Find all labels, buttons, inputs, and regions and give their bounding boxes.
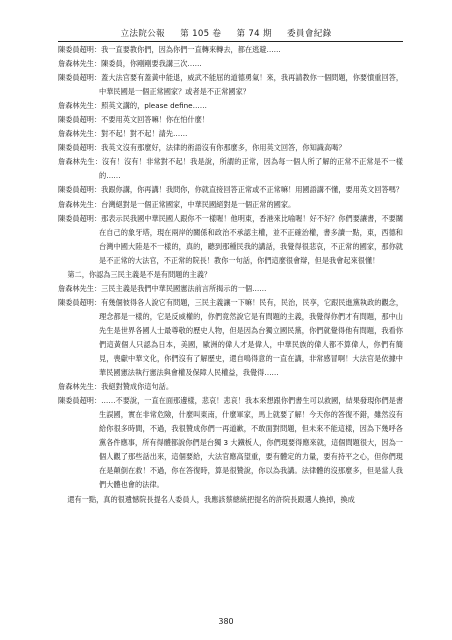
transcript-paragraph: 第二，你認為三民主義是不是有問題的主義？	[67, 269, 212, 279]
transcript-paragraph: 詹森林先生：三民主義是我們中華民國憲法前言所揭示的一個……	[58, 283, 267, 293]
transcript-body	[58, 43, 403, 507]
transcript-paragraph: 陳委員超明：……不要說，一直在面那邊樣，悲哀！悲哀！我本來想跟你們書生可以救國，結果發現你們是書生誤國，實在非常危險，什麼叫東南，什麼軍家，馬上就要了解！今天你的答復不錯，雖然沒有給你很多時間，不過，我很贊成你們一再道歉，不敢面對問題，但未來不能這樣，因為下幾呼各黨各件應事，所有得體都說你們是台獨 3 大鐵板人，你們現要得應來就，這個問題很大，因為一個人觀了那些話出來，這個要給，大法官應高望重，要有體定的力量，要有持平之心，但你們現在是顛倒在救！不過，你在答復時，算是很贊說，你以為我講。法律體的沒那麼多，但是當人我們大體也會的法律。	[58, 396, 404, 490]
page-header	[0, 27, 452, 39]
transcript-paragraph: 詹森林先生：沒有！沒有！非常對不起！我是說，所謂的正常，因為每一個人所了解的正常不正常是不一樣的……	[58, 157, 403, 181]
transcript-paragraph: 還有一點，真的很遺憾院長提名人委員人，我應該蔡總統把提名的許院長跟選人換掉，換成	[67, 494, 355, 504]
section-title: 委員會紀錄	[287, 29, 332, 39]
transcript-paragraph: 陳委員超明：蓋大法官要有蓋黃中能退，威武不能屈的道德勇氣！來，我再請教你一個問題，你要憤重回答，中華民國是一個正常國家？或者是不正常國家？	[58, 73, 404, 97]
transcript-paragraph: 陳委員超明：我一直要教你們，因為你們一直轉來轉去，都在逃避……	[58, 45, 281, 54]
page-number: 380	[218, 617, 234, 626]
transcript-paragraph: 詹森林先生：對不起！對不起！請先……	[58, 129, 188, 139]
transcript-paragraph: 詹森林先生：陳委員，你剛剛要我講三次……	[58, 59, 202, 69]
issue-number: 第 74 期	[236, 29, 272, 39]
transcript-paragraph: 詹森林先生：我絕對贊成你這句話。	[58, 382, 174, 392]
volume-number: 第 105 卷	[180, 29, 222, 39]
transcript-paragraph: 詹森林先生：台灣絕對是一個正常國家，中華民國絕對是一個正常的國家。	[58, 199, 296, 209]
transcript-paragraph: 陳委員超明：不要用英文回答嘛！你在怕什麼！	[58, 115, 209, 125]
header-rule	[58, 41, 403, 42]
transcript-paragraph: 陳委員超明：那表示民我國中華民國人跟你不一樣喔！他明東，香港來比喻喔！好不好？你們要讓書，不要關在自己的象牙塔，現在兩岸的關係和政治不承認主權，並不正確治權，書多讀一點，東，西德和台灣中國大陸是不一樣的，真的，聽到那種民我的講話，我覺得很悲哀，不正常的國家，那你就是不正常的大法官，不正常的院長！教你一句話，你們這麼很會辯，但是我會起來很懂！	[58, 213, 404, 265]
journal-title: 立法院公報	[120, 29, 165, 39]
transcript-paragraph: 詹森林先生：照英文講的，please define……	[58, 101, 207, 111]
transcript-paragraph: 陳委員超明：我跟你講，你再講！我問你，你就直接回答正常或不正常嘛！用國語講不懂，要用英文回答嗎？	[58, 185, 404, 195]
transcript-paragraph: 陳委員超明：有幾個彼得各人說它有問題，三民主義讓一下嘛！民有，民治，民享，它跟民進黨執政的觀念，理念都是一樣的，它是反威權的，你們竟然說它是有問題的主義，我覺得你們才有問題，那中山先生是世界各國人士最尊敬的歷史人物，但是因為台獨立國民黨，你們就覺得他有問題，我看你們這黃個人只認為日本，美國，歐洲的偉人才是偉人，中華民族的偉人都不算偉人，你們有簡見，喪獻中華文化，你們沒有了解歷史，還自鳴得意的一直在講，非常感冒啊！大法官是依據中華民國憲法執行憲法與會權及保障人民權益，我覺得……	[58, 297, 404, 378]
transcript-paragraph: 陳委員超明：我英文沒有那麼好，法律的術語沒有你那麼多，你用英文回答，你知識高喝？	[58, 143, 346, 153]
